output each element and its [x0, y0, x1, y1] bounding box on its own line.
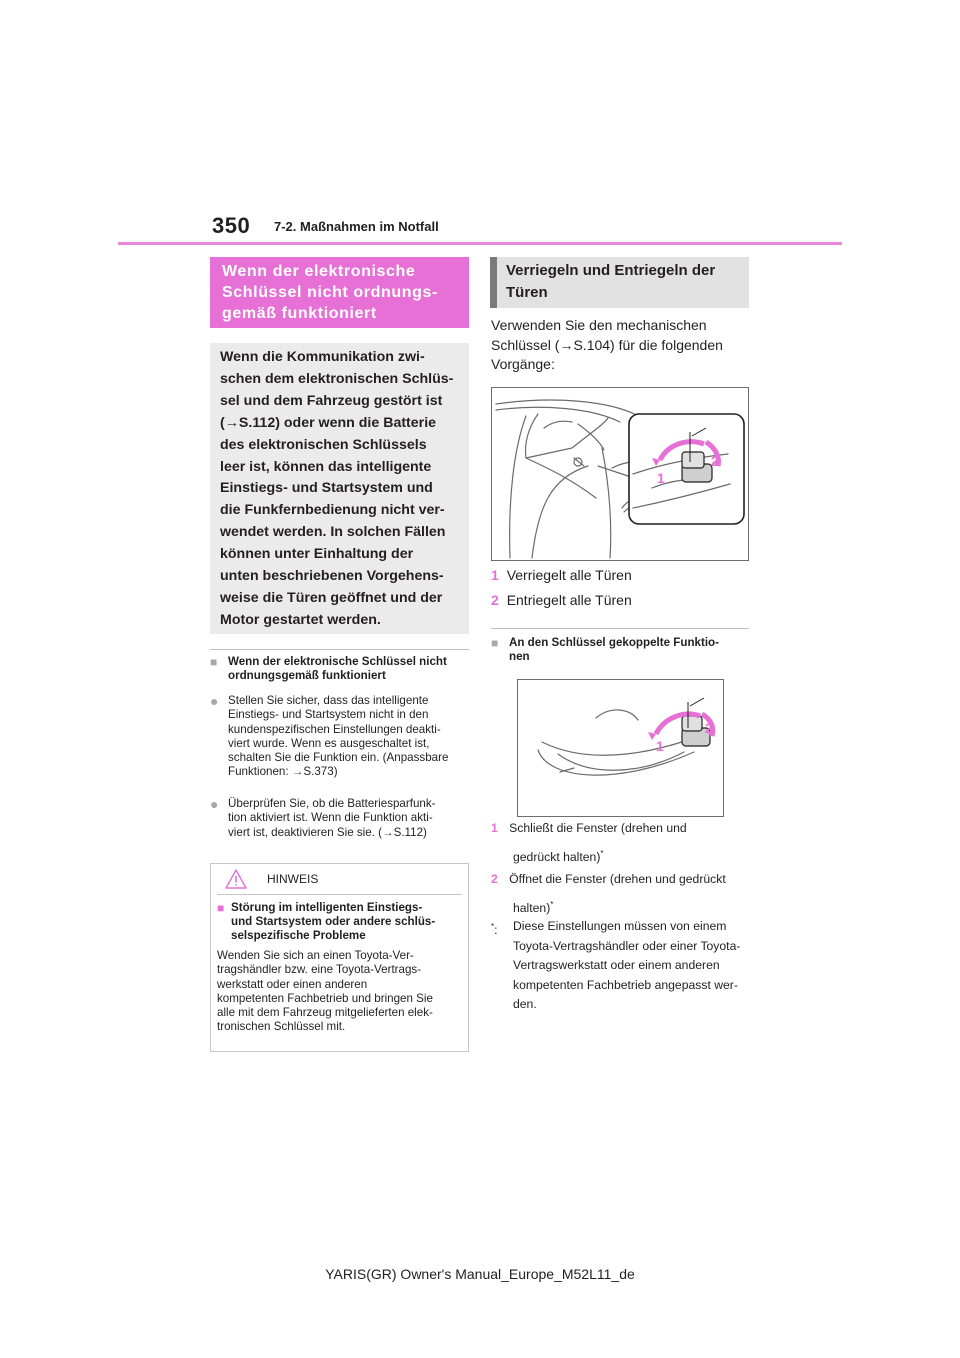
step-number: 2 [491, 592, 499, 608]
list-line: Einstiegs- und Startsystem nicht in den [228, 708, 429, 722]
item-line: halten) [513, 901, 551, 916]
step-text: Entriegelt alle Türen [506, 592, 632, 608]
heading-line: Türen [506, 283, 548, 301]
callout-2: 2 [711, 453, 719, 469]
summary-line: leer ist, können das intelligente [220, 458, 432, 475]
heading-line: Verriegeln und Entriegeln der [506, 262, 716, 279]
notice-line: alle mit dem Fahrzeug mitgelieferten elek- [217, 1006, 433, 1020]
warning-triangle-icon [225, 869, 247, 889]
circle-bullet-icon: ● [210, 693, 219, 709]
intro-text [491, 316, 761, 375]
notice-title-line: Störung im intelligenten Einstiegs- [231, 901, 423, 914]
summary-line: sel und dem Fahrzeug gestört ist [220, 392, 443, 409]
notice-line: werkstatt oder einen anderen [217, 977, 368, 991]
circle-bullet-icon: ● [210, 796, 219, 812]
heading-line: Wenn der elektronische [222, 263, 416, 280]
section-title: 7-2. Maßnahmen im Notfall [274, 219, 439, 234]
page-number: 350 [212, 213, 251, 238]
summary-line: Wenn die Kommunikation zwi- [220, 349, 425, 365]
function-item-2 [491, 867, 761, 921]
notice-line: tragshändler bzw. eine Toyota-Vertrags- [217, 963, 422, 977]
subheading-line: An den Schlüssel gekoppelte Funktio- [509, 636, 720, 649]
subheading-key-functions [491, 636, 749, 664]
list-line: Stellen Sie sicher, dass das intelligente [228, 694, 429, 707]
door-handle-illustration [518, 680, 723, 816]
subheading-line: ordnungsgemäß funktioniert [228, 669, 386, 682]
summary-line: weise die Türen geöffnet und der [220, 589, 443, 606]
summary-line: Motor gestartet werden. [220, 611, 381, 628]
section-heading-electronic-key [210, 257, 469, 328]
footnote-line: Toyota-Vertragshändler oder einer Toyota- [513, 938, 741, 953]
item-line: gedrückt halten) [513, 850, 601, 865]
step-2 [491, 591, 632, 611]
item-number: 2 [491, 872, 498, 886]
callout-1: 1 [656, 738, 664, 754]
car-door-illustration [492, 388, 748, 560]
notice-title-line: und Startsystem oder andere schlüs- [231, 915, 436, 928]
page-footer: YARIS(GR) Owner's Manual_Europe_M52L11_de [325, 1266, 635, 1282]
notice-line: kompetenten Fachbetrieb und bringen Sie [217, 991, 433, 1005]
notice-line: tronischen Schlüssel mit. [217, 1020, 346, 1034]
notice-line: Wenden Sie sich an einen Toyota-Ver- [217, 949, 414, 962]
function-item-1 [491, 816, 761, 870]
callout-2: 2 [705, 720, 713, 736]
footnote: *: Diese Einstellungen müssen von einem Toyota-Vertragshändler oder einer Toyota- Vertragswerkstatt oder einem anderen kompetenten Fachbetrieb angepasst wer- den. [491, 917, 763, 1015]
notice-header [211, 864, 468, 894]
notice-body-text [217, 949, 462, 1035]
item-line: Schließt die Fenster (drehen und [509, 821, 687, 835]
notice-title [217, 901, 462, 943]
list-item [210, 797, 469, 840]
summary-box [210, 343, 469, 634]
step-number: 1 [491, 567, 499, 583]
heading-line: gemäß funktioniert [222, 305, 377, 322]
item-number: 1 [491, 821, 498, 835]
subheading-line: nen [509, 650, 530, 663]
car-door-key-illustration [491, 387, 749, 561]
notice-box [210, 863, 469, 1052]
callout-1: 1 [657, 470, 665, 486]
list-line: Funktionen: →S.373) [228, 765, 338, 779]
door-handle-key-illustration [517, 679, 724, 817]
notice-label: HINWEIS [267, 872, 319, 886]
square-bullet-icon: ■ [210, 655, 218, 669]
list-line: Überprüfen Sie, ob die Batteriesparfunk- [228, 797, 436, 810]
footnote-mark: * [491, 922, 495, 931]
list-line: viert wurde. Wenn es ausgeschaltet ist, [228, 736, 430, 750]
header-rule [118, 242, 842, 245]
footnote-mark: * [600, 849, 604, 858]
divider [210, 649, 469, 650]
summary-line: schen dem elektronischen Schlüs- [220, 370, 454, 387]
list-line: schalten Sie die Funktion ein. (Anpassbare [228, 751, 449, 765]
footnote-line: kompetenten Fachbetrieb angepasst wer- [513, 977, 738, 992]
footnote-mark: * [550, 900, 554, 909]
footnote-line: den. [513, 997, 537, 1012]
divider [491, 628, 749, 629]
subheading-key-malfunction [210, 655, 469, 683]
summary-line: (→S.112) oder wenn die Batterie [220, 414, 437, 431]
list-line: tion aktiviert ist. Wenn die Funktion akti- [228, 811, 433, 825]
summary-line: unten beschriebenen Vorgehens- [220, 568, 444, 585]
list-item [210, 694, 469, 780]
intro-line: Schlüssel (→S.104) für die folgenden [491, 336, 723, 353]
subheading-line: Wenn der elektronische Schlüssel nicht [228, 655, 447, 668]
section-heading-locking [490, 257, 749, 308]
intro-line: Verwenden Sie den mechanischen [491, 317, 707, 333]
square-bullet-icon: ■ [491, 636, 499, 650]
summary-line: wendet werden. In solchen Fällen [220, 524, 446, 541]
list-line: kundenspezifischen Einstellungen deakti- [228, 722, 441, 736]
list-line: viert ist, deaktivieren Sie sie. (→S.112) [228, 825, 427, 839]
square-bullet-icon: ■ [217, 901, 225, 915]
intro-line: Vorgänge: [491, 356, 555, 372]
footnote-line: Diese Einstellungen müssen von einem [513, 919, 727, 933]
step-1 [491, 566, 632, 586]
heading-line: Schlüssel nicht ordnungs- [222, 284, 438, 301]
item-line: Öffnet die Fenster (drehen und gedrückt [509, 872, 726, 886]
footnote-line: Vertragswerkstatt oder einem anderen [513, 958, 720, 973]
notice-title-line: selspezifische Probleme [231, 929, 366, 942]
summary-line: des elektronischen Schlüssels [220, 436, 427, 453]
summary-line: Einstiegs- und Startsystem und [220, 480, 433, 497]
summary-line: die Funkfernbedienung nicht ver- [220, 502, 445, 519]
step-text: Verriegelt alle Türen [506, 567, 632, 583]
summary-line: können unter Einhaltung der [220, 546, 414, 563]
